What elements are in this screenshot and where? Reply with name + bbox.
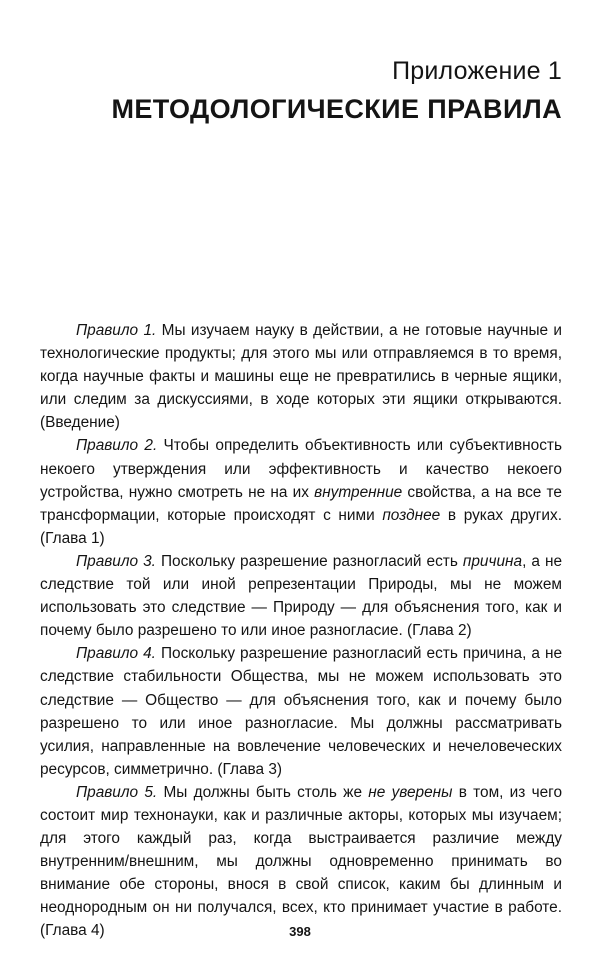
rule-4 xyxy=(40,642,562,781)
rule-emphasis: причина xyxy=(462,552,523,570)
rule-text: Поскольку разрешение разногласий есть причина, а не следствие стабильности Общества, мы не можем использовать это следствие — Общество — для объяснения того, как и почему было разрешено то или иное разногласие. Мы должны рассматривать усилия, направленные на вовлечение человеческих и нечеловеческих ресурсов, симметрично. (Глава 3) xyxy=(40,645,563,778)
rule-text: в том, из чего состоит мир технонауки, как и различные акторы, которых мы изучаем; для этого каждый раз, когда выстраивается различие между внутренним/внешним, мы должны одновременно принимать во внимание обе стороны, внося в свой список, каким бы длинным и неоднородным он ни получался, всех, кто принимает участие в работе. (Глава 4) xyxy=(40,783,563,940)
page-title: МЕТОДОЛОГИЧЕСКИЕ ПРАВИЛА xyxy=(111,94,562,124)
rule-emphasis: не уверены xyxy=(368,783,453,801)
rule-emphasis: позднее xyxy=(382,506,441,524)
rule-text: , а не следствие той или иной репрезентации Природы, мы не можем использовать это следствие — Природу — для объяснения того, как и почему было разрешено то или иное разногласие. (Глава 2) xyxy=(40,552,563,640)
rules-text xyxy=(40,319,562,943)
rule-3 xyxy=(40,550,562,642)
rule-label: Правило 4. xyxy=(76,645,156,663)
rule-2 xyxy=(40,434,562,549)
chapter-header xyxy=(111,56,562,126)
rule-emphasis: внутренние xyxy=(314,483,403,501)
rule-text: Чтобы определить объективность или субъективность некоего утверждения или эффективность и качество некоего устройства, нужно смотреть не на их xyxy=(40,437,562,501)
rule-text: в руках других. (Глава 1) xyxy=(40,506,562,547)
rule-1 xyxy=(40,319,562,434)
rule-text: Мы изучаем науку в действии, а не готовые научные и технологические продукты; для этого мы или отправляемся в то время, когда научные факты и машины еще не превратились в черные ящики, или следим за дискуссиями, в ходе которых эти ящики открываются. (Введение) xyxy=(40,322,562,432)
rule-text: Мы должны быть столь же xyxy=(157,783,369,801)
rule-5 xyxy=(40,781,562,943)
rule-text: свойства, а на все те трансформации, которые происходят с ними xyxy=(40,483,562,524)
rule-text: Поскольку разрешение разногласий есть xyxy=(155,552,463,570)
appendix-label: Приложение 1 xyxy=(392,57,562,85)
page-number: 398 xyxy=(289,924,311,939)
rule-label: Правило 2. xyxy=(76,437,158,455)
rule-label: Правило 1. xyxy=(76,322,157,339)
rule-label: Правило 3. xyxy=(76,552,156,570)
rule-label: Правило 5. xyxy=(76,783,158,801)
